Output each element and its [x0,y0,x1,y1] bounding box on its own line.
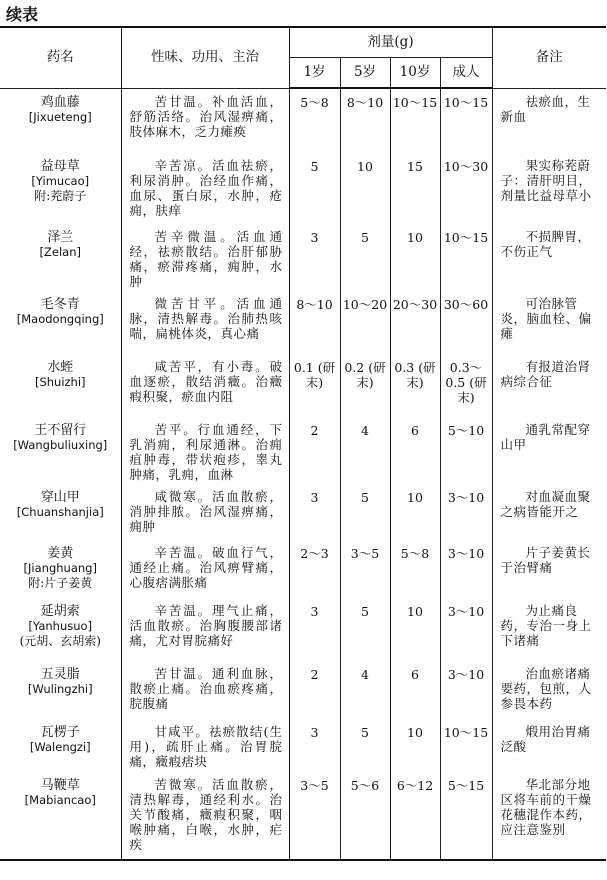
dose-age-10: 6 [390,417,440,484]
drug-pinyin: [Jixueteng] [28,109,92,124]
dose-age-5: 5～6 [340,772,390,860]
dose-age-5: 3～5 [340,540,390,598]
drug-name-cell [0,540,121,598]
drug-name-cell [0,772,121,860]
drug-name-cell [0,224,121,291]
dose-adult: 5～10 [440,417,492,484]
dose-age-5: 5 [340,224,390,291]
drug-name: 瓦楞子 [40,725,80,740]
dose-adult: 3～10 [440,484,492,540]
drug-note: 有报道治肾病综合征 [492,354,606,417]
drug-alias: 附:片子姜黄 [28,576,93,590]
dose-age-10: 6 [390,661,440,719]
dose-age-1: 2～3 [289,540,340,598]
drug-name: 姜黄 [47,546,74,561]
dose-age-5: 5 [340,719,390,772]
drug-name: 鸡血藤 [40,94,80,110]
drug-alias: 附:茺蔚子 [34,189,87,203]
drug-pinyin: [Wangbuliuxing] [13,438,108,452]
drug-name: 泽兰 [47,230,74,245]
drug-name-cell [0,88,121,153]
drug-properties: 咸微寒。活血散瘀，消肿排脓。治风湿痹痛，痈肿 [121,484,289,540]
dose-age-1: 5～8 [289,88,340,153]
drug-name-cell [0,484,121,540]
dose-adult: 3～10 [440,540,492,598]
table-row [0,354,606,417]
drug-note: 治血瘀诸痛要药，包煎，人参畏本药 [492,661,606,719]
table-row [0,598,606,661]
drug-properties: 甘咸平。祛瘀散结(生用)，疏肝止痛。治胃脘痛，癥瘕痞块 [121,719,289,772]
header-dosage: 剂量(g) [289,27,492,57]
dose-adult: 0.3～0.5 (研末) [440,354,492,417]
dose-age-1: 8～10 [289,291,340,354]
herb-dosage-table [0,26,606,861]
drug-properties: 苦甘温。补血活血，舒筋活络。治风湿痹痛，肢体麻木，乏力瘫痪 [121,88,289,153]
dose-age-1: 0.1 (研末) [289,354,340,417]
drug-name: 王不留行 [34,423,87,438]
dose-age-10: 5～8 [390,540,440,598]
dose-age-1: 5 [289,153,340,224]
dose-adult: 10～15 [440,88,492,153]
drug-note: 通乳常配穿山甲 [492,417,606,484]
dose-age-10: 10 [390,719,440,772]
drug-name-cell [0,153,121,224]
table-header [0,27,606,88]
drug-name: 益母草 [40,159,80,174]
drug-properties: 辛苦温。破血行气，通经止痛。治风痹臂痛，心腹痞满胀痛 [121,540,289,598]
drug-note: 祛瘀血，生新血 [492,88,606,153]
table-row [0,224,606,291]
dose-age-1: 3 [289,598,340,661]
header-adult: 成人 [440,57,492,88]
drug-name-cell [0,661,121,719]
dose-adult: 10～15 [440,224,492,291]
drug-properties: 辛苦温。理气止痛，活血散瘀。治胸腹腰部诸痛，尤对胃脘痛好 [121,598,289,661]
dose-age-5: 0.2 (研末) [340,354,390,417]
drug-properties: 微苦甘平。活血通脉，清热解毒。治肺热咳喘，扁桃体炎，真心痛 [121,291,289,354]
drug-pinyin: [Jianghuang] [23,561,97,575]
drug-note: 可治脉管炎，脑血栓、偏瘫 [492,291,606,354]
dose-age-5: 5 [340,484,390,540]
drug-properties: 苦甘温。通利血脉，散瘀止痛。治血瘀疼痛，脘腹痛 [121,661,289,719]
drug-note: 为止痛良药，专治一身上下诸痛 [492,598,606,661]
dose-adult: 5～15 [440,772,492,860]
dose-adult: 10～30 [440,153,492,224]
dose-age-10: 10 [390,484,440,540]
drug-name: 穿山甲 [40,490,80,505]
table-row [0,484,606,540]
header-age-1: 1岁 [289,57,340,88]
drug-name: 毛冬青 [40,297,80,312]
dose-age-5: 5 [340,598,390,661]
dose-age-5: 8～10 [340,88,390,153]
drug-name: 五灵脂 [40,667,80,682]
dose-age-5: 10 [340,153,390,224]
drug-note: 煅用治胃痛泛酸 [492,719,606,772]
drug-name-cell [0,719,121,772]
drug-properties: 苦平。行血通经，下乳消痈，利尿通淋。治痈疽肿毒，带状疱疹，睾丸肿痛，乳痈，血淋 [121,417,289,484]
dose-adult: 10～15 [440,719,492,772]
dose-age-10: 6～12 [390,772,440,860]
drug-name-cell [0,417,121,484]
table-body [0,88,606,860]
drug-note: 不损脾胃，不伤正气 [492,224,606,291]
drug-properties: 咸苦平，有小毒。破血逐瘀，散结消癥。治癥瘕积聚，瘀血内阻 [121,354,289,417]
dose-adult: 3～10 [440,661,492,719]
drug-pinyin: [Chuanshanjia] [16,505,104,519]
dose-age-10: 15 [390,153,440,224]
drug-pinyin: [Shuizhi] [34,375,86,389]
table-row [0,772,606,860]
table-caption: 续表 [6,5,39,24]
table-row [0,153,606,224]
drug-alias: (元胡、玄胡索) [19,634,101,648]
dose-age-1: 3 [289,484,340,540]
drug-note: 果实称茺蔚子：清肝明目，剂量比益母草小 [492,153,606,224]
table-row [0,719,606,772]
drug-properties: 苦辛微温。活血通经，祛瘀散结。治肝郁胁痛，瘀滞疼痛，痈肿，水肿 [121,224,289,291]
table-row [0,540,606,598]
table-row [0,88,606,153]
dose-age-1: 3～5 [289,772,340,860]
dose-age-10: 10 [390,598,440,661]
dose-age-10: 10～15 [390,88,440,153]
dose-age-5: 4 [340,661,390,719]
drug-name-cell [0,598,121,661]
dose-age-1: 3 [289,224,340,291]
drug-name: 水蛭 [47,360,74,375]
drug-note: 片子姜黄长于治臂痛 [492,540,606,598]
header-note: 备注 [492,27,606,88]
dose-age-10: 10 [390,224,440,291]
dose-age-1: 2 [289,417,340,484]
header-age-10: 10岁 [390,57,440,88]
header-drug: 药名 [0,27,121,88]
drug-note: 华北部分地区将车前的干燥花穗混作本药，应注意鉴别 [492,772,606,860]
drug-pinyin: [Yimucao] [31,174,90,188]
drug-note: 对血凝血聚之病皆能开之 [492,484,606,540]
dose-age-5: 4 [340,417,390,484]
drug-pinyin: [Mabiancao] [24,793,96,807]
dose-adult: 30～60 [440,291,492,354]
drug-pinyin: [Walengzi] [29,740,91,754]
drug-pinyin: [Zelan] [39,245,81,259]
table-row [0,417,606,484]
drug-properties: 苦微寒。活血散瘀，清热解毒，通经利水。治关节酸痛，癥瘕积聚，咽喉肿痛，白喉，水肿，疟疾 [121,772,289,860]
drug-pinyin: [Yanhusuo] [28,619,93,633]
dose-age-5: 10～20 [340,291,390,354]
header-age-5: 5岁 [340,57,390,88]
dose-age-1: 3 [289,719,340,772]
drug-properties: 辛苦凉。活血祛瘀，利尿消肿。治经血作痛，血尿、蛋白尿，水肿，疮痈，肤痒 [121,153,289,224]
drug-pinyin: [Maodongqing] [16,312,104,326]
dose-age-10: 0.3 (研末) [390,354,440,417]
drug-name-cell [0,291,121,354]
table-row [0,291,606,354]
drug-pinyin: [Wulingzhi] [27,682,93,696]
drug-name: 延胡索 [40,604,80,619]
header-properties: 性味、功用、主治 [121,27,289,88]
dose-age-1: 2 [289,661,340,719]
drug-name-cell [0,354,121,417]
drug-name: 马鞭草 [40,778,80,793]
dose-adult: 3～10 [440,598,492,661]
table-row [0,661,606,719]
dose-age-10: 20～30 [390,291,440,354]
